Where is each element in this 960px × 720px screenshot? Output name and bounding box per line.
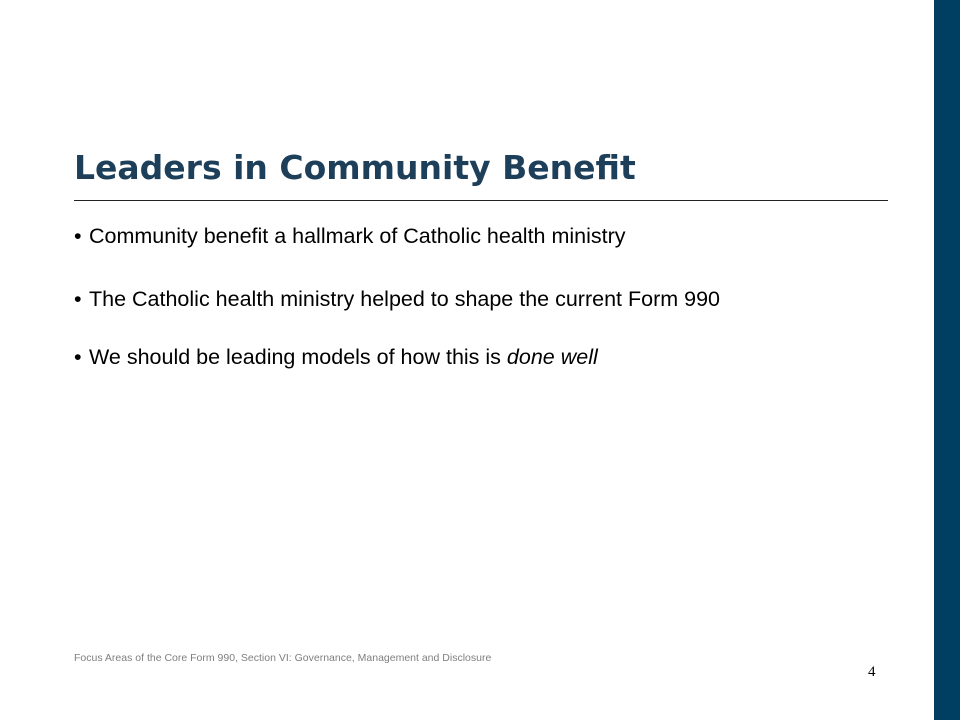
bullet-item xyxy=(74,285,854,313)
side-accent-bar xyxy=(934,0,960,720)
slide-title: Leaders in Community Benefit xyxy=(74,148,636,187)
bullet-list xyxy=(74,222,854,401)
bullet-text: We should be leading models of how this is xyxy=(89,345,507,369)
page-number: 4 xyxy=(868,664,876,680)
footer-caption: Focus Areas of the Core Form 990, Section VI: Governance, Management and Disclosure xyxy=(74,652,492,664)
bullet-item xyxy=(74,222,854,250)
title-divider xyxy=(74,200,888,201)
bullet-emphasis: done well xyxy=(506,345,598,369)
bullet-text: The Catholic health ministry helped to shape the current Form 990 xyxy=(89,287,720,311)
bullet-text: Community benefit a hallmark of Catholic health ministry xyxy=(89,224,626,248)
bullet-item xyxy=(74,343,854,371)
